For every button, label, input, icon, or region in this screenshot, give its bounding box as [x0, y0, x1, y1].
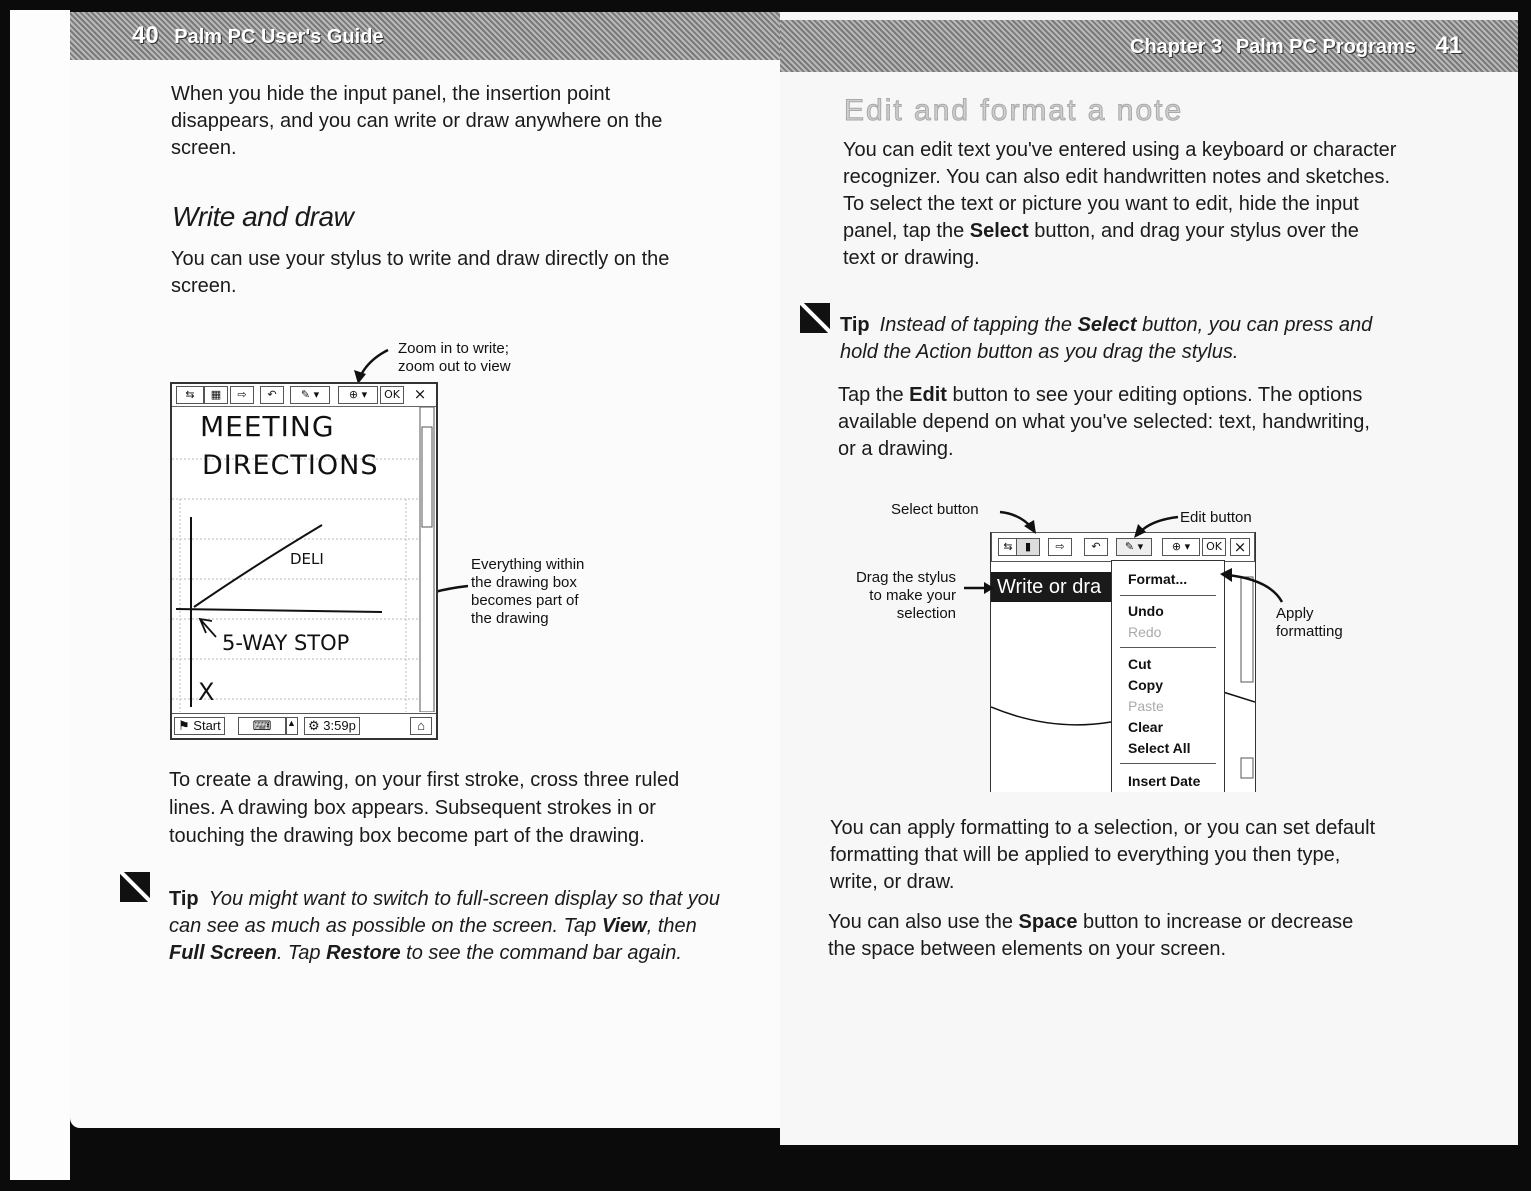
- tip-line: [169, 886, 720, 913]
- arrow-button[interactable]: ⇨: [230, 386, 254, 404]
- left-page: [70, 12, 782, 1128]
- tray-icons: ⚙: [308, 718, 320, 733]
- undo-icon[interactable]: ↶: [1084, 538, 1108, 556]
- text-run: panel, tap the: [843, 220, 970, 242]
- tip-text: , then: [646, 915, 697, 937]
- keyboard-toggle-icon[interactable]: ▦: [204, 386, 228, 404]
- system-tray: [304, 717, 360, 735]
- menu-item-format[interactable]: Format...: [1128, 571, 1188, 587]
- taskbar: [172, 713, 436, 738]
- text-line: write, or draw.: [830, 871, 955, 893]
- tip-line: [169, 913, 720, 940]
- text-line: text or drawing.: [843, 247, 980, 269]
- right-running-title: Palm PC Programs: [1235, 36, 1416, 58]
- section-heading-edit-format: Edit and format a note: [844, 94, 1184, 127]
- drawing-paragraph: [169, 767, 679, 850]
- callout-line: the drawing box: [471, 574, 577, 591]
- text-line: To create a drawing, on your first stroke, cross three ruled: [169, 769, 680, 791]
- text-line: [828, 909, 1353, 936]
- callout-line: Everything within: [471, 556, 585, 573]
- tip-line: [169, 940, 720, 967]
- menu-item-select-all[interactable]: Select All: [1128, 740, 1191, 756]
- arrow-edit-head: [1134, 524, 1146, 538]
- text-line: lines. A drawing box appears. Subsequent strokes in or: [169, 797, 656, 819]
- handwriting-directions: DIRECTIONS: [202, 450, 379, 481]
- scrollbar-thumb: [422, 427, 432, 527]
- text-run: button to increase or decrease: [1077, 911, 1354, 933]
- tip-icon: [120, 872, 150, 902]
- input-arrow-icon[interactable]: ▲: [286, 717, 298, 735]
- undo-stack-button[interactable]: ⇆: [998, 538, 1018, 556]
- keyboard-icon[interactable]: ⌨: [238, 717, 286, 735]
- text-line: You can edit text you've entered using a keyboard or character: [843, 139, 1397, 161]
- tip-text: to see the command bar again.: [400, 942, 682, 964]
- arrow-button[interactable]: ⇨: [1048, 538, 1072, 556]
- callout-line: Apply: [1276, 605, 1314, 622]
- start-button[interactable]: [174, 717, 225, 735]
- tip-text: You might want to switch to full-screen display so that you: [208, 888, 721, 910]
- right-page-number: 41: [1435, 32, 1463, 59]
- text-run: Tap the: [838, 384, 910, 406]
- tip-emphasis: Select: [1077, 314, 1137, 336]
- space-paragraph: [828, 909, 1353, 963]
- callout-line: zoom out to view: [398, 358, 511, 375]
- menu-item-clear[interactable]: Clear: [1128, 719, 1164, 735]
- tip-emphasis: View: [601, 915, 647, 937]
- undo-stack-button[interactable]: ⇆: [176, 386, 204, 404]
- text-line: disappears, and you can write or draw anywhere on the: [171, 110, 663, 132]
- tip-text: button, you can press and: [1136, 314, 1373, 336]
- command-bar: [172, 384, 436, 407]
- handwriting-stop: 5-WAY STOP: [222, 631, 350, 655]
- text-emphasis: Edit: [909, 384, 947, 406]
- callout-line: Drag the stylus: [855, 569, 956, 586]
- select-button[interactable]: ▮: [1016, 538, 1040, 556]
- windows-flag-icon: ⚑: [178, 718, 190, 733]
- text-line: the space between elements on your screen.: [828, 938, 1227, 960]
- section-heading-write-draw: Write and draw: [172, 201, 354, 232]
- text-line: When you hide the input panel, the insertion point: [171, 83, 611, 105]
- tip-label: Tip: [169, 888, 199, 910]
- text-line: screen.: [171, 137, 237, 159]
- ok-button[interactable]: OK: [1202, 538, 1226, 556]
- text-run: You can also use the: [828, 911, 1019, 933]
- start-label: Start: [193, 718, 221, 733]
- handwriting-deli: DELI: [290, 550, 324, 568]
- clock: 3:59p: [323, 718, 356, 733]
- menu-item-copy[interactable]: Copy: [1128, 677, 1163, 693]
- menu-item-undo[interactable]: Undo: [1128, 603, 1164, 619]
- callout-line: formatting: [1276, 623, 1343, 640]
- pen-tool-icon[interactable]: ✎ ▾: [290, 386, 330, 404]
- menu-item-insert-date[interactable]: Insert Date: [1128, 773, 1201, 789]
- tip-text: Instead of tapping the: [879, 314, 1078, 336]
- arrow-edit: [1140, 517, 1178, 532]
- format-paragraph: [830, 815, 1375, 896]
- tip-emphasis: Full Screen: [169, 942, 277, 964]
- text-line: To select the text or picture you want to edit, hide the input: [843, 193, 1359, 215]
- tip-emphasis: Restore: [326, 942, 401, 964]
- tip-text: hold the Action button as you drag the stylus.: [840, 341, 1239, 363]
- page-edge: [10, 10, 70, 1180]
- text-line: available depend on what you've selected: text, handwriting,: [838, 411, 1370, 433]
- tip-text: . Tap: [276, 942, 327, 964]
- callout-edit-button: Edit button: [1180, 509, 1252, 526]
- callout-line: selection: [896, 605, 956, 622]
- text-run: button, and drag your stylus over the: [1028, 220, 1359, 242]
- handwriting-x: X: [198, 678, 215, 706]
- text-line: You can use your stylus to write and draw directly on the: [171, 248, 670, 270]
- text-run: button to see your editing options. The options: [946, 384, 1363, 406]
- ok-button[interactable]: OK: [380, 386, 404, 404]
- callout-line: to make your: [869, 587, 956, 604]
- desktop-icon[interactable]: ⌂: [410, 717, 432, 735]
- arrow-zoom: [360, 350, 388, 377]
- arrow-apply: [1228, 575, 1282, 602]
- handwriting-meeting: MEETING: [200, 410, 335, 443]
- callout-line: the drawing: [471, 610, 549, 627]
- text-line: touching the drawing box become part of the drawing.: [169, 825, 645, 847]
- right-page: [780, 12, 1518, 1145]
- callout-select-button: Select button: [891, 501, 979, 518]
- chapter-label: Chapter 3: [1130, 36, 1223, 58]
- left-running-title: Palm PC User's Guide: [174, 26, 384, 48]
- undo-icon[interactable]: ↶: [260, 386, 284, 404]
- tip-text: can see as much as possible on the screen. Tap: [169, 915, 602, 937]
- text-line: formatting that will be applied to everything you then type,: [830, 844, 1341, 866]
- left-page-number: 40: [132, 22, 159, 49]
- callout-arrows: [780, 12, 1518, 1145]
- text-line: or a drawing.: [838, 438, 954, 460]
- device-screen-drawing: [170, 382, 438, 740]
- selected-text[interactable]: Write or dra: [991, 572, 1121, 602]
- text-line: recognizer. You can also edit handwritten notes and sketches.: [843, 166, 1391, 188]
- menu-item-cut[interactable]: Cut: [1128, 656, 1152, 672]
- tip-label: Tip: [840, 314, 870, 336]
- tip-fullscreen: [169, 886, 720, 967]
- arrow-apply-head: [1220, 568, 1232, 582]
- edit-button[interactable]: ✎ ▾: [1116, 538, 1152, 556]
- text-line: You can apply formatting to a selection, or you can set default: [830, 817, 1376, 839]
- text-emphasis: Select: [969, 220, 1029, 242]
- menu-item-redo[interactable]: Redo: [1128, 624, 1162, 640]
- zoom-icon[interactable]: ⊕ ▾: [338, 386, 378, 404]
- text-line: screen.: [171, 275, 237, 297]
- callout-line: becomes part of: [471, 592, 579, 609]
- close-icon[interactable]: ×: [413, 385, 427, 403]
- zoom-icon[interactable]: ⊕ ▾: [1162, 538, 1200, 556]
- callout-line: Zoom in to write;: [398, 340, 509, 357]
- arrow-drag-head: [984, 582, 994, 594]
- close-icon[interactable]: ×: [1230, 538, 1250, 556]
- text-emphasis: Space: [1018, 911, 1078, 933]
- menu-item-paste[interactable]: Paste: [1128, 698, 1164, 714]
